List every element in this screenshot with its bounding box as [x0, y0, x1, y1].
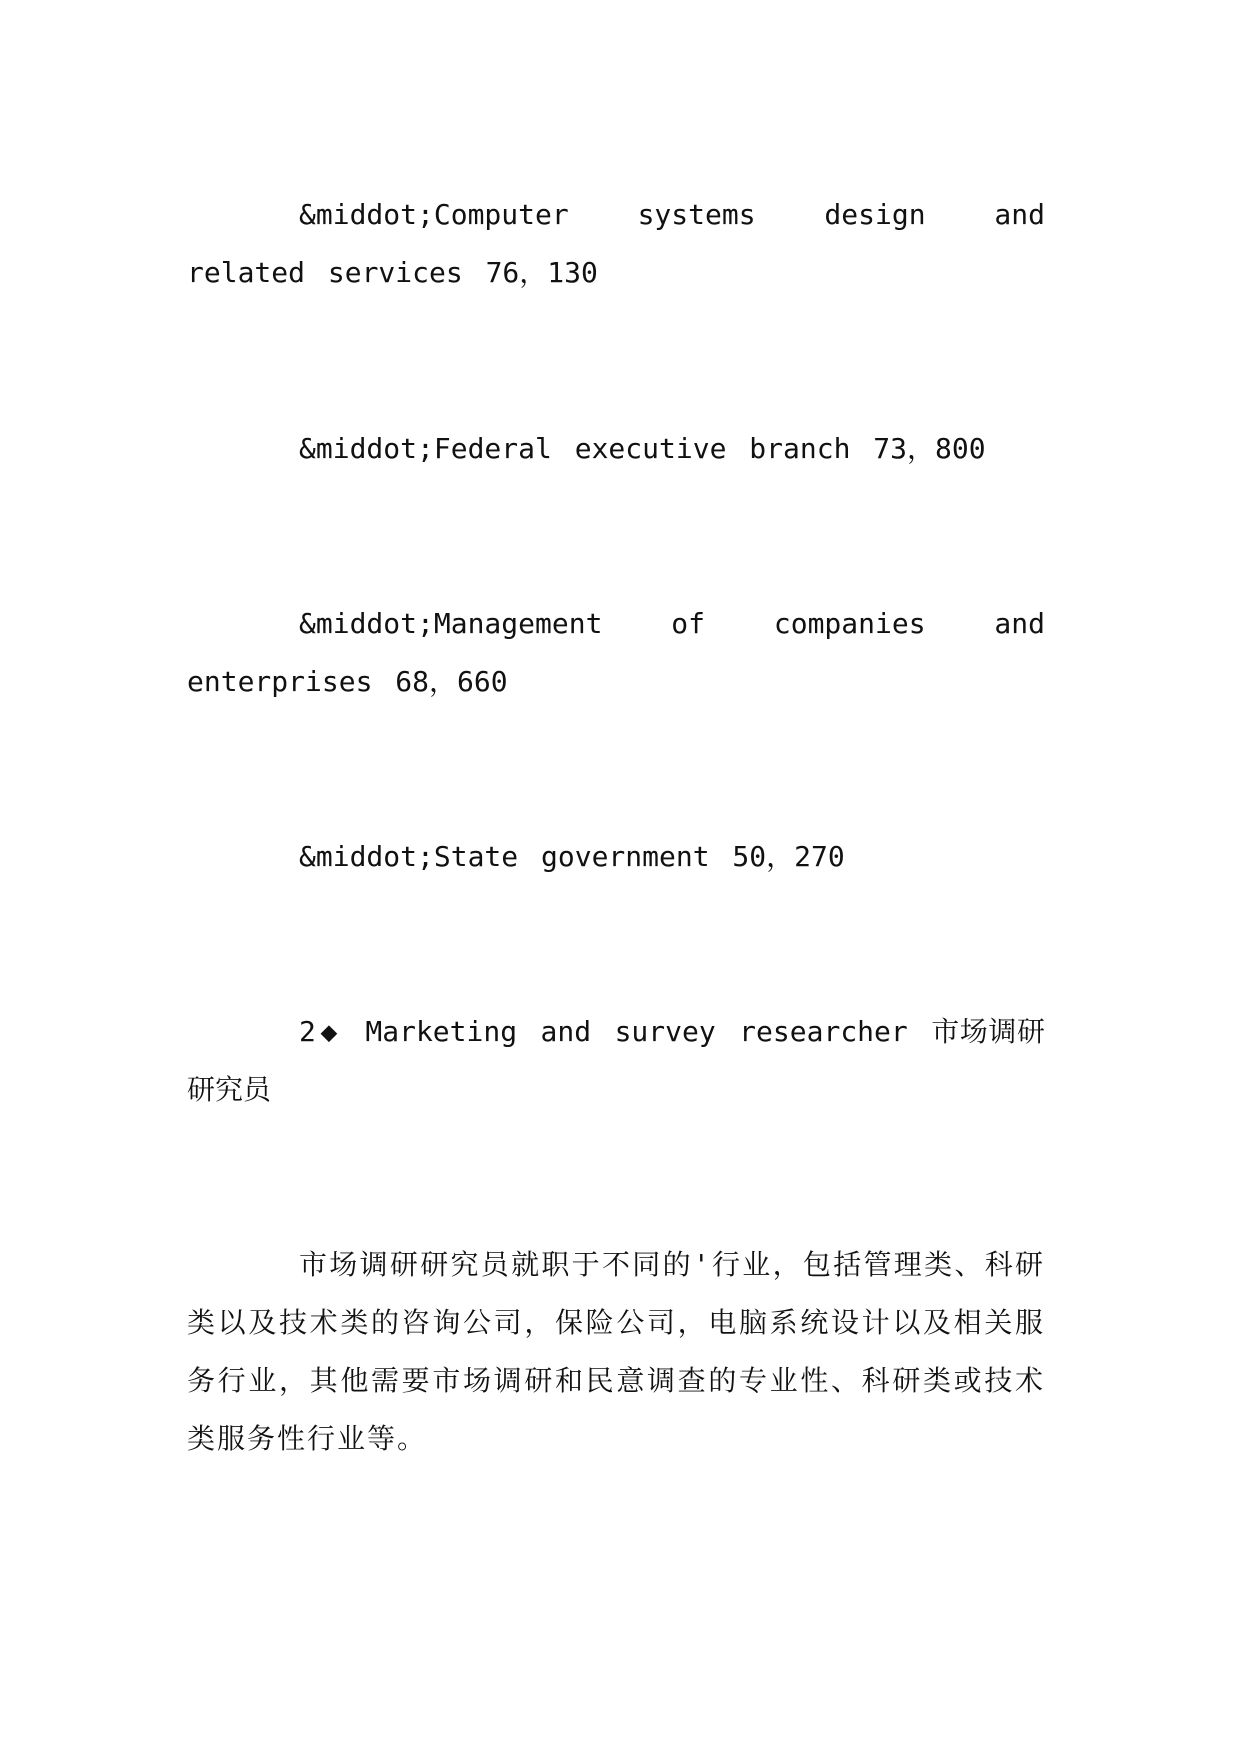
- diamond-icon: ◆: [319, 1015, 338, 1048]
- section-heading-marketing-researcher: [187, 1003, 1045, 1119]
- industry-item-federal-executive: &middot;Federal executive branch 73，800: [299, 432, 986, 465]
- section-heading-text: Marketing and survey researcher 市场调研研究员: [187, 1015, 1046, 1106]
- body-paragraph: 市场调研研究员就职于不同的'行业，包括管理类、科研类以及技术类的咨询公司，保险公司，电脑系统设计以及相关服务行业，其他需要市场调研和民意调查的专业性、科研类或技术类服务性行业等。: [187, 1248, 1045, 1455]
- industry-item-management-companies: &middot;Management of companies and enterprises 68，660: [187, 607, 1045, 698]
- industry-item-computer-systems: &middot;Computer systems design and related services 76，130: [187, 198, 1045, 289]
- section-number: 2: [299, 1015, 316, 1048]
- industry-item-state-government: &middot;State government 50，270: [299, 840, 845, 873]
